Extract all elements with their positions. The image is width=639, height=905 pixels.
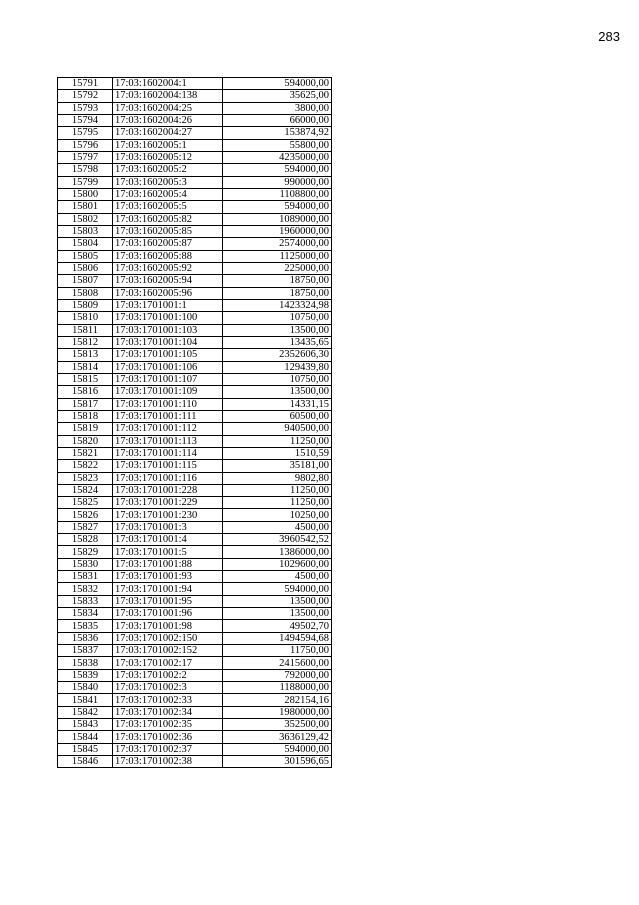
page-number: 283 [598, 29, 620, 44]
value-cell: 2415600,00 [223, 657, 332, 669]
table-row [58, 460, 332, 472]
cadastral-number-cell: 17:03:1602005:2 [113, 164, 223, 176]
cadastral-number-cell: 17:03:1602004:1 [113, 78, 223, 90]
row-number-cell: 15819 [58, 423, 113, 435]
row-number-cell: 15822 [58, 460, 113, 472]
table-row [58, 509, 332, 521]
value-cell: 1089000,00 [223, 213, 332, 225]
cadastral-number-cell: 17:03:1701001:96 [113, 608, 223, 620]
row-number-cell: 15830 [58, 558, 113, 570]
value-cell: 4500,00 [223, 521, 332, 533]
value-cell: 4500,00 [223, 571, 332, 583]
value-cell: 3800,00 [223, 102, 332, 114]
row-number-cell: 15831 [58, 571, 113, 583]
cadastral-number-cell: 17:03:1701001:114 [113, 447, 223, 459]
table-row [58, 756, 332, 768]
value-cell: 594000,00 [223, 78, 332, 90]
table-row [58, 558, 332, 570]
cadastral-number-cell: 17:03:1701001:98 [113, 620, 223, 632]
value-cell: 2352606,30 [223, 349, 332, 361]
cadastral-number-cell: 17:03:1701001:115 [113, 460, 223, 472]
value-cell: 3636129,42 [223, 731, 332, 743]
row-number-cell: 15826 [58, 509, 113, 521]
row-number-cell: 15838 [58, 657, 113, 669]
value-cell: 13500,00 [223, 608, 332, 620]
value-cell: 1386000,00 [223, 546, 332, 558]
table-row [58, 90, 332, 102]
table-row [58, 238, 332, 250]
table-row [58, 250, 332, 262]
row-number-cell: 15821 [58, 447, 113, 459]
table-row [58, 571, 332, 583]
cadastral-number-cell: 17:03:1701001:105 [113, 349, 223, 361]
value-cell: 13435,65 [223, 336, 332, 348]
row-number-cell: 15843 [58, 719, 113, 731]
value-cell: 1510,59 [223, 447, 332, 459]
value-cell: 18750,00 [223, 275, 332, 287]
row-number-cell: 15845 [58, 743, 113, 755]
row-number-cell: 15833 [58, 595, 113, 607]
value-cell: 1980000,00 [223, 706, 332, 718]
cadastral-value-table [57, 77, 332, 768]
value-cell: 13500,00 [223, 595, 332, 607]
cadastral-number-cell: 17:03:1602005:96 [113, 287, 223, 299]
row-number-cell: 15815 [58, 373, 113, 385]
cadastral-number-cell: 17:03:1701001:109 [113, 386, 223, 398]
value-cell: 594000,00 [223, 583, 332, 595]
value-cell: 594000,00 [223, 164, 332, 176]
table-row [58, 731, 332, 743]
table-row [58, 114, 332, 126]
value-cell: 10750,00 [223, 312, 332, 324]
table-row [58, 546, 332, 558]
row-number-cell: 15837 [58, 645, 113, 657]
row-number-cell: 15814 [58, 361, 113, 373]
value-cell: 1108800,00 [223, 188, 332, 200]
row-number-cell: 15791 [58, 78, 113, 90]
cadastral-number-cell: 17:03:1701001:1 [113, 299, 223, 311]
row-number-cell: 15803 [58, 225, 113, 237]
cadastral-number-cell: 17:03:1701002:2 [113, 669, 223, 681]
row-number-cell: 15835 [58, 620, 113, 632]
table-row [58, 484, 332, 496]
value-cell: 60500,00 [223, 410, 332, 422]
value-cell: 1188000,00 [223, 682, 332, 694]
cadastral-number-cell: 17:03:1602005:85 [113, 225, 223, 237]
cadastral-number-cell: 17:03:1602005:3 [113, 176, 223, 188]
value-cell: 2574000,00 [223, 238, 332, 250]
table-row [58, 213, 332, 225]
value-cell: 153874,92 [223, 127, 332, 139]
cadastral-number-cell: 17:03:1701001:88 [113, 558, 223, 570]
cadastral-number-cell: 17:03:1701001:95 [113, 595, 223, 607]
table-row [58, 595, 332, 607]
cadastral-number-cell: 17:03:1701002:152 [113, 645, 223, 657]
row-number-cell: 15793 [58, 102, 113, 114]
row-number-cell: 15811 [58, 324, 113, 336]
value-cell: 11250,00 [223, 484, 332, 496]
row-number-cell: 15842 [58, 706, 113, 718]
cadastral-number-cell: 17:03:1602005:1 [113, 139, 223, 151]
row-number-cell: 15810 [58, 312, 113, 324]
table-row [58, 176, 332, 188]
cadastral-number-cell: 17:03:1701002:3 [113, 682, 223, 694]
table-row [58, 151, 332, 163]
cadastral-number-cell: 17:03:1701002:34 [113, 706, 223, 718]
value-cell: 352500,00 [223, 719, 332, 731]
cadastral-number-cell: 17:03:1701001:94 [113, 583, 223, 595]
cadastral-number-cell: 17:03:1701001:5 [113, 546, 223, 558]
row-number-cell: 15809 [58, 299, 113, 311]
row-number-cell: 15795 [58, 127, 113, 139]
cadastral-number-cell: 17:03:1602005:4 [113, 188, 223, 200]
value-cell: 11250,00 [223, 435, 332, 447]
table-row [58, 657, 332, 669]
value-cell: 1423324,98 [223, 299, 332, 311]
cadastral-number-cell: 17:03:1701001:3 [113, 521, 223, 533]
row-number-cell: 15806 [58, 262, 113, 274]
table-row [58, 361, 332, 373]
row-number-cell: 15820 [58, 435, 113, 447]
cadastral-number-cell: 17:03:1602004:138 [113, 90, 223, 102]
value-cell: 594000,00 [223, 201, 332, 213]
value-cell: 4235000,00 [223, 151, 332, 163]
row-number-cell: 15794 [58, 114, 113, 126]
cadastral-number-cell: 17:03:1701001:228 [113, 484, 223, 496]
table-row [58, 534, 332, 546]
value-cell: 990000,00 [223, 176, 332, 188]
table-body [58, 78, 332, 768]
cadastral-number-cell: 17:03:1602005:5 [113, 201, 223, 213]
table-row [58, 423, 332, 435]
value-cell: 55800,00 [223, 139, 332, 151]
table-row [58, 497, 332, 509]
row-number-cell: 15807 [58, 275, 113, 287]
table-row [58, 521, 332, 533]
cadastral-number-cell: 17:03:1701001:110 [113, 398, 223, 410]
table-row [58, 139, 332, 151]
value-cell: 3960542,52 [223, 534, 332, 546]
row-number-cell: 15834 [58, 608, 113, 620]
cadastral-number-cell: 17:03:1701002:36 [113, 731, 223, 743]
table-row [58, 201, 332, 213]
table-row [58, 706, 332, 718]
value-cell: 940500,00 [223, 423, 332, 435]
table-row [58, 287, 332, 299]
table-row [58, 188, 332, 200]
table-row [58, 719, 332, 731]
row-number-cell: 15802 [58, 213, 113, 225]
cadastral-number-cell: 17:03:1602005:94 [113, 275, 223, 287]
cadastral-number-cell: 17:03:1602004:25 [113, 102, 223, 114]
table-row [58, 608, 332, 620]
row-number-cell: 15827 [58, 521, 113, 533]
row-number-cell: 15832 [58, 583, 113, 595]
table-row [58, 645, 332, 657]
table-row [58, 324, 332, 336]
cadastral-number-cell: 17:03:1602005:82 [113, 213, 223, 225]
table-row [58, 262, 332, 274]
table-row [58, 336, 332, 348]
cadastral-number-cell: 17:03:1701001:100 [113, 312, 223, 324]
table-row [58, 583, 332, 595]
table-row [58, 225, 332, 237]
value-cell: 1960000,00 [223, 225, 332, 237]
cadastral-number-cell: 17:03:1602005:88 [113, 250, 223, 262]
cadastral-number-cell: 17:03:1701001:111 [113, 410, 223, 422]
row-number-cell: 15798 [58, 164, 113, 176]
row-number-cell: 15797 [58, 151, 113, 163]
row-number-cell: 15805 [58, 250, 113, 262]
value-cell: 129439,80 [223, 361, 332, 373]
value-cell: 35181,00 [223, 460, 332, 472]
value-cell: 1029600,00 [223, 558, 332, 570]
table-row [58, 78, 332, 90]
value-cell: 301596,65 [223, 756, 332, 768]
table-row [58, 743, 332, 755]
table-row [58, 682, 332, 694]
cadastral-number-cell: 17:03:1701001:229 [113, 497, 223, 509]
value-cell: 1125000,00 [223, 250, 332, 262]
table-row [58, 694, 332, 706]
row-number-cell: 15828 [58, 534, 113, 546]
value-cell: 594000,00 [223, 743, 332, 755]
row-number-cell: 15818 [58, 410, 113, 422]
cadastral-number-cell: 17:03:1701001:106 [113, 361, 223, 373]
table-row [58, 472, 332, 484]
cadastral-number-cell: 17:03:1602004:27 [113, 127, 223, 139]
cadastral-number-cell: 17:03:1602005:87 [113, 238, 223, 250]
cadastral-number-cell: 17:03:1701001:103 [113, 324, 223, 336]
table-row [58, 164, 332, 176]
table-row [58, 127, 332, 139]
cadastral-number-cell: 17:03:1602005:12 [113, 151, 223, 163]
row-number-cell: 15825 [58, 497, 113, 509]
value-cell: 49502,70 [223, 620, 332, 632]
value-cell: 1494594,68 [223, 632, 332, 644]
table-row [58, 620, 332, 632]
table-row [58, 398, 332, 410]
row-number-cell: 15846 [58, 756, 113, 768]
cadastral-number-cell: 17:03:1701002:150 [113, 632, 223, 644]
row-number-cell: 15808 [58, 287, 113, 299]
value-cell: 66000,00 [223, 114, 332, 126]
row-number-cell: 15799 [58, 176, 113, 188]
row-number-cell: 15823 [58, 472, 113, 484]
table-row [58, 435, 332, 447]
value-cell: 10750,00 [223, 373, 332, 385]
cadastral-number-cell: 17:03:1602004:26 [113, 114, 223, 126]
cadastral-number-cell: 17:03:1701002:35 [113, 719, 223, 731]
table-row [58, 349, 332, 361]
cadastral-number-cell: 17:03:1701002:38 [113, 756, 223, 768]
cadastral-number-cell: 17:03:1701001:113 [113, 435, 223, 447]
value-cell: 35625,00 [223, 90, 332, 102]
cadastral-number-cell: 17:03:1701002:17 [113, 657, 223, 669]
table-row [58, 275, 332, 287]
cadastral-number-cell: 17:03:1701001:107 [113, 373, 223, 385]
row-number-cell: 15840 [58, 682, 113, 694]
row-number-cell: 15839 [58, 669, 113, 681]
table-row [58, 102, 332, 114]
row-number-cell: 15812 [58, 336, 113, 348]
table-row [58, 386, 332, 398]
value-cell: 792000,00 [223, 669, 332, 681]
row-number-cell: 15836 [58, 632, 113, 644]
row-number-cell: 15813 [58, 349, 113, 361]
row-number-cell: 15817 [58, 398, 113, 410]
value-cell: 225000,00 [223, 262, 332, 274]
row-number-cell: 15829 [58, 546, 113, 558]
value-cell: 18750,00 [223, 287, 332, 299]
value-cell: 14331,15 [223, 398, 332, 410]
value-cell: 11250,00 [223, 497, 332, 509]
cadastral-number-cell: 17:03:1701001:116 [113, 472, 223, 484]
value-cell: 13500,00 [223, 386, 332, 398]
row-number-cell: 15801 [58, 201, 113, 213]
cadastral-number-cell: 17:03:1701001:93 [113, 571, 223, 583]
table-row [58, 299, 332, 311]
table-row [58, 410, 332, 422]
table-row [58, 632, 332, 644]
value-cell: 9802,80 [223, 472, 332, 484]
row-number-cell: 15841 [58, 694, 113, 706]
cadastral-number-cell: 17:03:1701001:112 [113, 423, 223, 435]
table-row [58, 373, 332, 385]
table-row [58, 669, 332, 681]
value-cell: 10250,00 [223, 509, 332, 521]
value-cell: 11750,00 [223, 645, 332, 657]
cadastral-number-cell: 17:03:1701001:230 [113, 509, 223, 521]
cadastral-number-cell: 17:03:1701002:37 [113, 743, 223, 755]
row-number-cell: 15816 [58, 386, 113, 398]
table-row [58, 312, 332, 324]
cadastral-number-cell: 17:03:1701001:104 [113, 336, 223, 348]
row-number-cell: 15792 [58, 90, 113, 102]
row-number-cell: 15844 [58, 731, 113, 743]
value-cell: 282154,16 [223, 694, 332, 706]
table-row [58, 447, 332, 459]
cadastral-number-cell: 17:03:1701001:4 [113, 534, 223, 546]
row-number-cell: 15824 [58, 484, 113, 496]
cadastral-number-cell: 17:03:1701002:33 [113, 694, 223, 706]
row-number-cell: 15804 [58, 238, 113, 250]
value-cell: 13500,00 [223, 324, 332, 336]
row-number-cell: 15800 [58, 188, 113, 200]
cadastral-number-cell: 17:03:1602005:92 [113, 262, 223, 274]
row-number-cell: 15796 [58, 139, 113, 151]
